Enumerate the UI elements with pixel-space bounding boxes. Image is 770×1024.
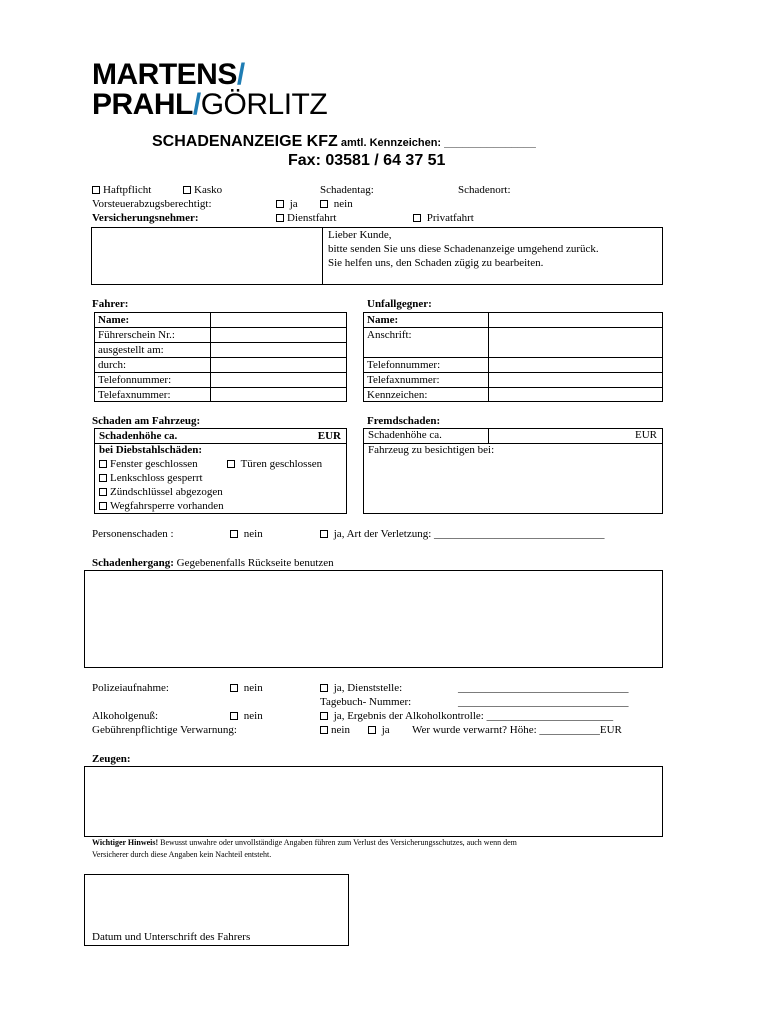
dienststelle-line[interactable]: _______________________________ [458,682,629,694]
verwarnung-ja-option[interactable] [368,724,390,736]
privatfahrt-label: Privatfahrt [426,212,474,224]
fremd-eur-label: EUR [635,429,657,441]
signature-label: Datum und Unterschrift des Fahrers [92,931,251,943]
polizei-nein-option[interactable] [230,682,263,694]
privatfahrt-option[interactable] [413,212,474,224]
alkohol-nein-label: nein [243,710,263,722]
tueren-option[interactable] [227,458,322,470]
zeugen-textarea[interactable] [84,766,663,837]
ja-label: ja [289,198,298,210]
tagebuch-line[interactable]: _______________________________ [458,696,629,708]
message-line-1: Lieber Kunde, [328,229,392,241]
schaden-box[interactable] [94,428,347,514]
fenster-checkbox[interactable] [99,460,107,468]
fenster-option[interactable] [99,458,198,470]
logo-slash: / [236,58,245,91]
ja-checkbox[interactable] [276,200,284,208]
fahrer-row-telefon: Telefonnummer: [98,374,172,386]
verwarnung-label: Gebührenpflichtige Verwarnung: [92,724,237,736]
fenster-label: Fenster geschlossen [110,458,198,470]
signature-box[interactable] [84,874,349,946]
schaden-hoehe-label: Schadenhöhe ca. [99,430,178,442]
kasko-option[interactable] [183,184,222,196]
tueren-checkbox[interactable] [227,460,235,468]
lenkschloss-checkbox[interactable] [99,474,107,482]
gegner-row-anschrift: Anschrift: [367,329,412,341]
schadenort-label: Schadenort: [458,184,511,196]
zuendschluessel-label: Zündschlüssel abgezogen [110,486,223,498]
polizei-nein-checkbox[interactable] [230,684,238,692]
lenkschloss-label: Lenkschloss gesperrt [110,472,203,484]
polizei-label: Polizeiaufnahme: [92,682,169,694]
diebstahl-label: bei Diebstahlschäden: [99,444,202,456]
gegner-row-kennzeichen: Kennzeichen: [367,389,428,401]
logo-slash-2: / [192,88,201,121]
fahrer-table[interactable] [94,312,347,402]
hergang-hint: Gegebenenfalls Rückseite benutzen [176,557,334,569]
fremd-box[interactable] [363,428,663,514]
schaden-eur-label: EUR [317,430,341,442]
schadentag-label: Schadentag: [320,184,374,196]
tueren-label: Türen geschlossen [240,458,323,470]
zuendschluessel-checkbox[interactable] [99,488,107,496]
haftpflicht-option[interactable] [92,184,151,196]
alkohol-ja-label: ja, Ergebnis der Alkoholkontrolle: _______________________ [333,710,614,722]
personen-ja-checkbox[interactable] [320,530,328,538]
vorsteuer-ja-option[interactable] [276,198,298,210]
wegfahrsperre-checkbox[interactable] [99,502,107,510]
verwarnung-nein-checkbox[interactable] [320,726,328,734]
gegner-title: Unfallgegner: [367,298,432,310]
alkohol-label: Alkoholgenuß: [92,710,158,722]
alkohol-ja-option[interactable] [320,710,613,722]
page-title: SCHADENANZEIGE KFZ [152,133,338,150]
gegner-table[interactable] [363,312,663,402]
fahrer-title: Fahrer: [92,298,129,310]
kasko-label: Kasko [194,184,223,196]
dienstfahrt-label: Dienstfahrt [287,212,337,224]
dienstfahrt-option[interactable] [276,212,336,224]
privatfahrt-checkbox[interactable] [413,214,421,222]
polizei-ja-label: ja, Dienststelle: [333,682,403,694]
tagebuch-label: Tagebuch- Nummer: [320,696,412,708]
personen-ja-option[interactable] [320,528,605,540]
personen-nein-label: nein [243,528,263,540]
alkohol-nein-option[interactable] [230,710,263,722]
polizei-nein-label: nein [243,682,263,694]
personen-nein-option[interactable] [230,528,263,540]
logo-goerlitz: GÖRLITZ [200,88,328,121]
polizei-ja-option[interactable] [320,682,402,694]
zuendschluessel-option[interactable] [99,486,223,498]
schaden-title: Schaden am Fahrzeug: [92,415,201,427]
fahrer-row-ausgestellt: ausgestellt am: [98,344,164,356]
gegner-row-telefax: Telefaxnummer: [367,374,440,386]
nein-checkbox[interactable] [320,200,328,208]
logo-martens: MARTENS [92,58,237,91]
hinweis-bold: Wichtiger Hinweis! [92,838,159,847]
haftpflicht-checkbox[interactable] [92,186,100,194]
verwarnung-nein-option[interactable] [320,724,350,736]
besichtigen-label: Fahrzeug zu besichtigen bei: [368,444,495,456]
fremd-title: Fremdschaden: [367,415,441,427]
verwarnung-ja-label: ja [381,724,390,736]
personen-ja-label: ja, Art der Verletzung: _______________________________ [333,528,605,540]
verwarnt-hoehe: Wer wurde verwarnt? Höhe: ___________EUR [412,724,622,736]
hinweis-text-2: Versicherer durch diese Angaben kein Nachteil entsteht. [92,850,272,859]
personen-nein-checkbox[interactable] [230,530,238,538]
gegner-row-telefon: Telefonnummer: [367,359,441,371]
vorsteuer-nein-option[interactable] [320,198,353,210]
versicherungsnehmer-box[interactable] [91,227,663,285]
alkohol-nein-checkbox[interactable] [230,712,238,720]
company-logo [92,60,327,120]
kasko-checkbox[interactable] [183,186,191,194]
wegfahrsperre-label: Wegfahrsperre vorhanden [110,500,224,512]
personenschaden-label: Personenschaden : [92,528,174,540]
fahrer-row-fuehrerschein: Führerschein Nr.: [98,329,175,341]
message-line-3: Sie helfen uns, den Schaden zügig zu bearbeiten. [328,257,544,269]
dienstfahrt-checkbox[interactable] [276,214,284,222]
wegfahrsperre-option[interactable] [99,500,224,512]
message-line-2: bitte senden Sie uns diese Schadenanzeige umgehend zurück. [328,243,599,255]
hergang-label: Schadenhergang: [92,557,174,569]
fremd-hoehe-label: Schadenhöhe ca. [368,429,442,441]
nein-label: nein [333,198,353,210]
verwarnung-ja-checkbox[interactable] [368,726,376,734]
fahrer-row-telefax: Telefaxnummer: [98,389,171,401]
zeugen-label: Zeugen: [92,753,131,765]
kennzeichen-label: amtl. Kennzeichen: _______________ [340,137,536,149]
polizei-ja-checkbox[interactable] [320,684,328,692]
hergang-textarea[interactable] [84,570,663,668]
lenkschloss-option[interactable] [99,472,203,484]
versicherungsnehmer-label: Versicherungsnehmer: [92,212,199,224]
logo-prahl: PRAHL [92,88,193,121]
gegner-row-name: Name: [367,314,399,326]
fahrer-row-name: Name: [98,314,130,326]
fax-number: Fax: 03581 / 64 37 51 [288,152,446,169]
hinweis-text: Bewusst unwahre oder unvollständige Angaben führen zum Verlust des Versicherungsschutzes, auch wenn dem [160,838,517,847]
alkohol-ja-checkbox[interactable] [320,712,328,720]
fahrer-row-durch: durch: [98,359,127,371]
vorsteuer-label: Vorsteuerabzugsberechtigt: [92,198,212,210]
haftpflicht-label: Haftpflicht [103,184,152,196]
verwarnung-nein-label: nein [331,724,350,736]
